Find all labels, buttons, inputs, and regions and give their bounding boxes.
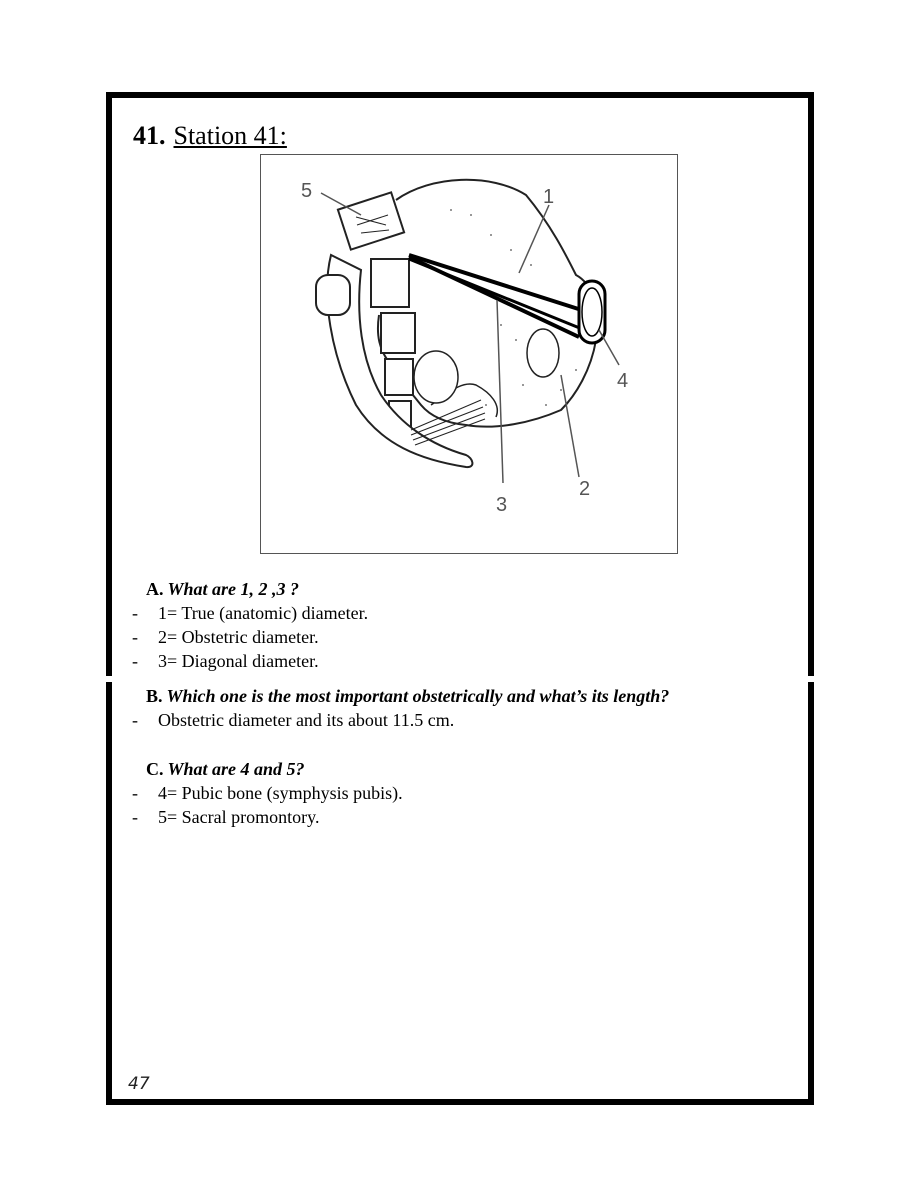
page-number: 47 bbox=[128, 1074, 150, 1094]
answer-item bbox=[132, 782, 403, 804]
list-dash: - bbox=[132, 627, 138, 647]
station-number: 41. bbox=[133, 121, 166, 150]
question-c bbox=[146, 758, 305, 780]
sciatic-notch bbox=[414, 351, 458, 403]
answer-text: 1= True (anatomic) diameter. bbox=[158, 603, 369, 623]
figure-label-2: 2 bbox=[579, 478, 591, 500]
sacral-vertebra-3 bbox=[385, 359, 413, 395]
figure-label-1: 1 bbox=[543, 186, 555, 208]
true-diameter-line bbox=[409, 255, 591, 313]
sacral-vertebra-2 bbox=[381, 313, 415, 353]
answer-item bbox=[132, 602, 368, 624]
pelvis-figure bbox=[260, 154, 678, 554]
sacral-vertebra-1 bbox=[371, 259, 409, 307]
answer-item bbox=[132, 709, 454, 731]
answer-text: 5= Sacral promontory. bbox=[158, 807, 320, 827]
station-heading bbox=[133, 120, 287, 152]
question-text: What are 1, 2 ,3 ? bbox=[167, 579, 300, 599]
obturator-foramen bbox=[527, 329, 559, 377]
answer-text: 4= Pubic bone (symphysis pubis). bbox=[158, 783, 403, 803]
figure-label-4: 4 bbox=[617, 370, 629, 392]
spinal-process bbox=[316, 275, 350, 315]
question-b bbox=[146, 685, 669, 707]
list-dash: - bbox=[132, 783, 138, 803]
list-dash: - bbox=[132, 710, 138, 730]
question-text: What are 4 and 5? bbox=[167, 759, 305, 779]
answer-item bbox=[132, 806, 319, 828]
list-dash: - bbox=[132, 807, 138, 827]
answer-text: Obstetric diameter and its about 11.5 cm. bbox=[158, 710, 455, 730]
answer-text: 2= Obstetric diameter. bbox=[158, 627, 319, 647]
list-dash: - bbox=[132, 651, 138, 671]
figure-label-3: 3 bbox=[496, 494, 508, 516]
list-dash: - bbox=[132, 603, 138, 623]
answer-item bbox=[132, 626, 319, 648]
question-a bbox=[146, 578, 299, 600]
answer-text: 3= Diagonal diameter. bbox=[158, 651, 319, 671]
question-text: Which one is the most important obstetrically and what’s its length? bbox=[166, 686, 670, 706]
frame-gap-left bbox=[100, 676, 112, 682]
question-letter: B. bbox=[146, 686, 163, 706]
pelvis-illustration bbox=[261, 155, 677, 553]
question-letter: C. bbox=[146, 759, 164, 779]
question-letter: A. bbox=[146, 579, 164, 599]
frame-gap-right bbox=[808, 676, 820, 682]
station-title: Station 41: bbox=[173, 121, 287, 150]
answer-item bbox=[132, 650, 319, 672]
figure-label-5: 5 bbox=[301, 180, 313, 202]
